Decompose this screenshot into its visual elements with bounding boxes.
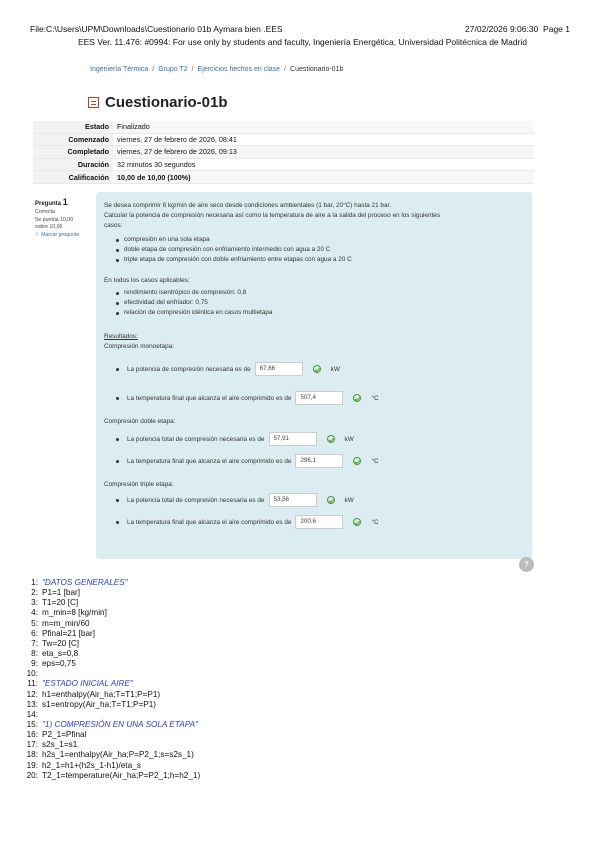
answer-field[interactable]: 67,66 — [255, 362, 303, 376]
summary-value: 10,00 de 10,00 (100%) — [113, 171, 533, 184]
line-number: 1: — [31, 578, 38, 587]
bullet — [116, 438, 119, 441]
question-intro-3: casos: — [104, 222, 123, 229]
code-line — [22, 578, 200, 588]
code-line — [22, 720, 200, 730]
question-num: 1 — [62, 197, 68, 207]
result-row — [116, 492, 354, 508]
list-item: efectividad del enfriador: 0,75 — [116, 298, 273, 308]
check-icon — [327, 435, 335, 443]
summary-key: Estado — [33, 121, 113, 133]
code-line — [22, 659, 200, 669]
question-number — [35, 196, 87, 209]
code-text: s1=entropy(Air_ha;T=T1;P=P1) — [42, 699, 157, 709]
line-number: 11: — [27, 679, 38, 689]
line-number: 7: — [31, 638, 38, 648]
code-line — [22, 730, 200, 740]
page-title-block — [88, 94, 228, 111]
bullet — [116, 397, 119, 400]
line-number: 2: — [31, 588, 38, 598]
line-number: 19: — [26, 760, 38, 770]
file-path: File:C:\Users\UPM\Downloads\Cuestionario 01b Aymara bien .EES — [30, 24, 283, 34]
code-line — [22, 710, 200, 720]
check-icon — [353, 457, 361, 465]
bullet — [116, 368, 119, 371]
code-line — [22, 608, 200, 618]
attempt-summary-table — [33, 121, 533, 184]
code-line — [22, 679, 200, 689]
result-label: La temperatura final que alcanza el aire comprimido es de — [127, 394, 292, 402]
code-text: eps=0,75 — [42, 659, 76, 669]
result-row — [116, 361, 340, 377]
list-item: doble etapa de compresión con enfriamiento intermedio con agua a 20 C — [116, 245, 352, 255]
breadcrumb-section[interactable]: Ejercicios hechos en clase — [197, 66, 281, 73]
code-line — [22, 588, 200, 598]
code-line — [22, 639, 200, 649]
common-title: En todos los casos aplicables: — [104, 277, 190, 284]
summary-row — [33, 133, 533, 146]
breadcrumb-course[interactable]: Ingeniería Térmica — [90, 66, 149, 73]
breadcrumb-group[interactable]: Grupo T2 — [158, 66, 188, 73]
result-label: La temperatura final que alcanza el aire comprimido es de — [127, 457, 292, 465]
bullet — [116, 460, 119, 463]
check-icon — [327, 496, 335, 504]
code-comment: "1) COMPRESIÓN EN UNA SOLA ETAPA" — [42, 719, 198, 729]
code-text: T2_1=temperature(Air_ha;P=P2_1;h=h2_1) — [42, 770, 201, 780]
question-status: Correcta — [35, 209, 55, 216]
cases-list — [116, 235, 352, 265]
list-item: relación de compresión idéntica en casos multietapa — [116, 308, 273, 318]
line-number: 6: — [31, 628, 38, 638]
check-icon — [313, 365, 321, 373]
summary-value: 32 minutos 30 segundos — [113, 158, 533, 171]
unit-label: kW — [344, 435, 354, 443]
code-line — [22, 740, 200, 750]
result-label: La potencia total de compresión necesaria es de — [127, 496, 265, 504]
question-intro: Se desea comprimir 8 kg/min de aire seco desde condiciones ambientales (1 bar, 20°C) hasta 21 bar. — [104, 202, 392, 209]
section-title: Compresión doble etapa: — [104, 418, 176, 425]
code-line — [22, 761, 200, 771]
line-number: 17: — [26, 740, 38, 750]
breadcrumb-current: Cuestionario-01b — [290, 66, 344, 73]
page-number: Page 1 — [543, 24, 570, 34]
answer-field[interactable]: 200,6 — [295, 515, 343, 529]
line-number: 9: — [31, 659, 38, 669]
question-info — [35, 196, 87, 239]
results-title: Resultados: — [104, 333, 138, 340]
code-text: h1=enthalpy(Air_ha;T=T1;P=P1) — [42, 689, 161, 699]
answer-field[interactable]: 57,91 — [269, 432, 317, 446]
summary-row — [33, 146, 533, 159]
bullet — [116, 521, 119, 524]
help-button[interactable]: ? — [519, 557, 534, 572]
code-line — [22, 690, 200, 700]
result-label: La temperatura final que alcanza el aire comprimido es de — [127, 518, 292, 526]
line-number: 8: — [31, 648, 38, 658]
code-text: Tw=20 [C] — [42, 638, 80, 648]
code-line — [22, 619, 200, 629]
line-number: 20: — [26, 770, 38, 780]
header-line — [30, 24, 570, 34]
code-line — [22, 700, 200, 710]
unit-label: °C — [371, 457, 379, 465]
list-item: triple etapa de compresión con doble enfriamiento entre etapas con agua a 20 C — [116, 255, 352, 265]
code-text: s2s_1=s1 — [42, 740, 78, 750]
summary-row — [33, 121, 533, 133]
print-date: 27/02/2026 9:06:30 — [465, 24, 539, 34]
check-icon — [353, 518, 361, 526]
summary-key: Calificación — [33, 171, 113, 184]
unit-label: kW — [344, 496, 354, 504]
header-right — [465, 24, 570, 34]
summary-row — [33, 158, 533, 171]
unit-label: °C — [371, 518, 379, 526]
code-text: m=m_min/60 — [42, 618, 90, 628]
code-line — [22, 598, 200, 608]
result-label: La potencia total de compresión necesaria es de — [127, 435, 265, 443]
code-text: h2_1=h1+(h2s_1-h1)/eta_s — [42, 760, 141, 770]
result-row — [116, 453, 379, 469]
list-item: compresión en una sola etapa — [116, 235, 352, 245]
code-text: h2s_1=enthalpy(Air_ha;P=P2_1;s=s2s_1) — [42, 750, 194, 760]
unit-label: kW — [330, 365, 340, 373]
code-line — [22, 771, 200, 781]
summary-key: Duración — [33, 158, 113, 171]
answer-field[interactable]: 296,1 — [295, 454, 343, 468]
breadcrumb-sep: / — [191, 66, 194, 73]
bullet — [116, 499, 119, 502]
summary-key: Completado — [33, 146, 113, 159]
flag-label: Marcar pregunta — [41, 231, 80, 238]
result-label: La potencia de compresión necesaria es de — [127, 365, 251, 373]
code-line — [22, 669, 200, 679]
ees-code-listing — [22, 578, 200, 781]
summary-row — [33, 171, 533, 184]
code-comment: "ESTADO INICIAL AIRE" — [42, 679, 133, 689]
line-number: 4: — [31, 608, 38, 618]
breadcrumb — [90, 66, 343, 73]
unit-label: °C — [371, 394, 379, 402]
question-content — [96, 192, 532, 559]
line-number: 12: — [26, 689, 38, 699]
summary-value: viernes, 27 de febrero de 2026, 09:13 — [113, 146, 533, 159]
code-text: eta_s=0,8 — [42, 648, 79, 658]
line-number: 5: — [31, 618, 38, 628]
line-number: 3: — [31, 598, 38, 608]
line-number: 16: — [26, 730, 38, 740]
result-row — [116, 514, 379, 530]
summary-value: viernes, 27 de febrero de 2026, 08:41 — [113, 133, 533, 146]
section-title: Compresión triple etapa: — [104, 481, 174, 488]
summary-value: Finalizado — [113, 121, 533, 133]
code-text: P2_1=Pfinal — [42, 730, 87, 740]
code-text: P1=1 [bar] — [42, 588, 81, 598]
question-score: Se puntúa 10,00 sobre 10,00 — [35, 216, 74, 231]
section-title: Compresión monoetapa: — [104, 343, 174, 350]
line-number: 15: — [26, 719, 38, 729]
line-number: 14: — [26, 709, 38, 719]
code-text: Pfinal=21 [bar] — [42, 628, 96, 638]
list-item: rendimiento isentrópico de compresión: 0,8 — [116, 288, 273, 298]
line-number: 10: — [26, 669, 38, 679]
breadcrumb-sep: / — [284, 66, 287, 73]
code-line — [22, 649, 200, 659]
common-list — [116, 288, 273, 318]
quiz-icon — [88, 97, 99, 108]
question-label: Pregunta — [35, 201, 62, 207]
summary-key: Comenzado — [33, 133, 113, 146]
code-line — [22, 750, 200, 760]
flag-question-link[interactable]: ⚐ Marcar pregunta — [35, 231, 80, 238]
question-intro-2: Calcular la potencia de compresión necesaria así como la temperatura de aire a la salida del proceso en los siguientes — [104, 212, 441, 219]
answer-field[interactable]: 507,4 — [295, 391, 343, 405]
check-icon — [353, 394, 361, 402]
line-number: 18: — [26, 750, 38, 760]
code-text: T1=20 [C] — [42, 598, 79, 608]
code-line — [22, 629, 200, 639]
breadcrumb-sep: / — [152, 66, 155, 73]
result-row — [116, 390, 379, 406]
line-number: 13: — [26, 699, 38, 709]
page-title: Cuestionario-01b — [105, 94, 228, 111]
answer-field[interactable]: 53,56 — [269, 493, 317, 507]
result-row — [116, 431, 354, 447]
code-text: m_min=8 [kg/min] — [42, 608, 107, 618]
code-comment: "DATOS GENERALES" — [42, 578, 128, 587]
license-line: EES Ver. 11.476: #0994: For use only by students and faculty, Ingeniería Energética, Universidad Politécnica de Madrid — [77, 37, 528, 47]
